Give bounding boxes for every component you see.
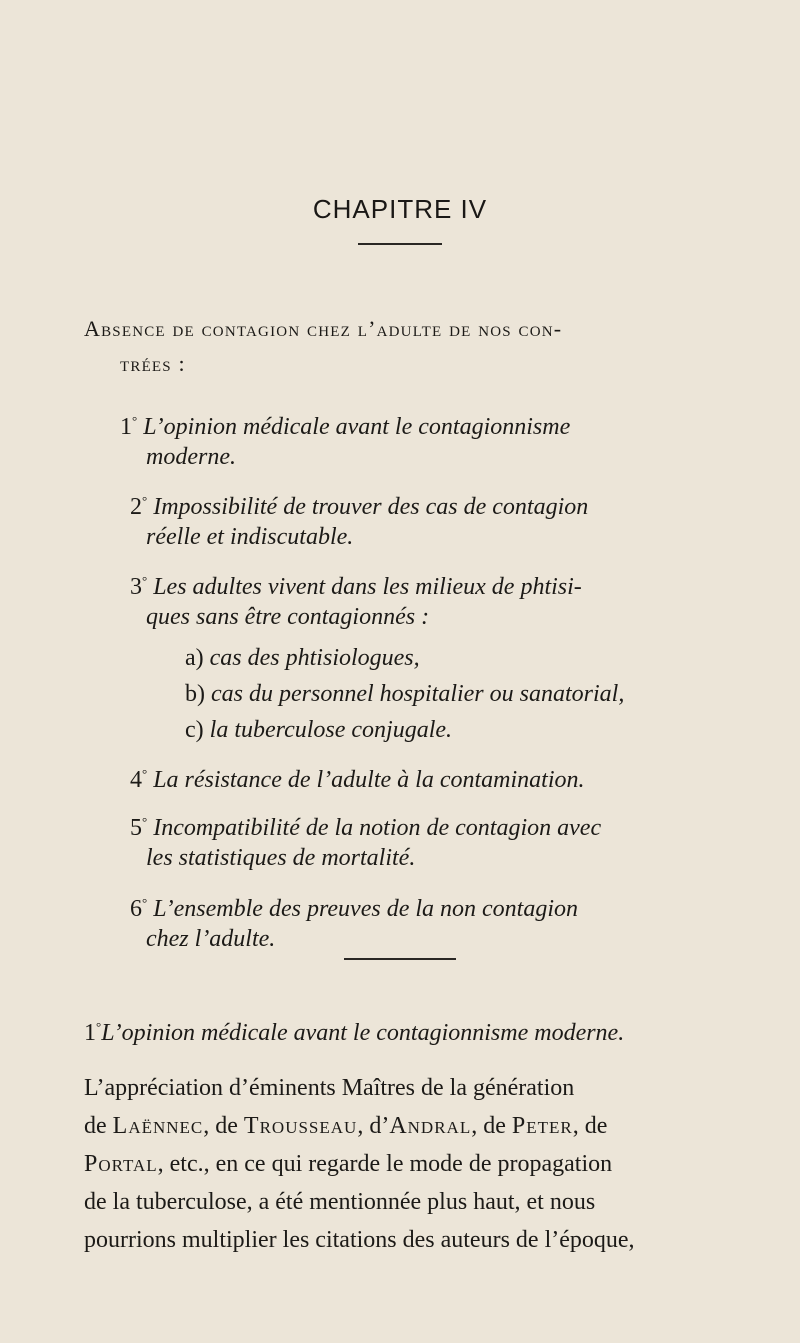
summary-item-3-cont: ques sans être contagionnés : — [146, 604, 430, 630]
summary-item-1: 1° L’opinion médicale avant le contagionnisme — [120, 413, 571, 440]
summary-item-2-cont: réelle et indiscutable. — [146, 524, 354, 550]
paragraph-line-5: pourrions multiplier les citations des auteurs de l’époque, — [84, 1227, 635, 1253]
summary-item-3: 3° Les adultes vivent dans les milieux de phtisi- — [130, 573, 582, 600]
summary-item-6-cont: chez l’adulte. — [146, 926, 276, 952]
section-heading: 1°L’opinion médicale avant le contagionnisme moderne. — [84, 1019, 625, 1046]
summary-subitem-a: a) cas des phtisiologues, — [185, 645, 420, 671]
summary-item-2: 2° Impossibilité de trouver des cas de contagion — [130, 493, 589, 520]
summary-item-4: 4° La résistance de l’adulte à la contamination. — [130, 766, 585, 793]
summary-subitem-b: b) cas du personnel hospitalier ou sanatorial, — [185, 681, 625, 707]
paragraph-line-2: de Laënnec, de Trousseau, d’Andral, de Peter, de — [84, 1113, 608, 1139]
summary-item-5: 5° Incompatibilité de la notion de contagion avec — [130, 814, 602, 841]
summary-subitem-c: c) la tuberculose conjugale. — [185, 717, 453, 743]
summary-item-5-cont: les statistiques de mortalité. — [146, 845, 416, 871]
summary-item-6: 6° L’ensemble des preuves de la non contagion — [130, 895, 578, 922]
title-divider — [358, 243, 442, 245]
paragraph-line-1: L’appréciation d’éminents Maîtres de la génération — [84, 1075, 575, 1101]
summary-item-1-cont: moderne. — [146, 444, 236, 470]
summary-heading-line2: trées : — [120, 351, 186, 376]
summary-heading-line1: Absence de contagion chez l’adulte de nos con- — [84, 316, 563, 341]
section-divider — [344, 958, 456, 960]
chapter-title: CHAPITRE IV — [312, 194, 488, 224]
paragraph-line-4: de la tuberculose, a été mentionnée plus haut, et nous — [84, 1189, 596, 1215]
paragraph-line-3: Portal, etc., en ce qui regarde le mode de propagation — [84, 1151, 613, 1177]
